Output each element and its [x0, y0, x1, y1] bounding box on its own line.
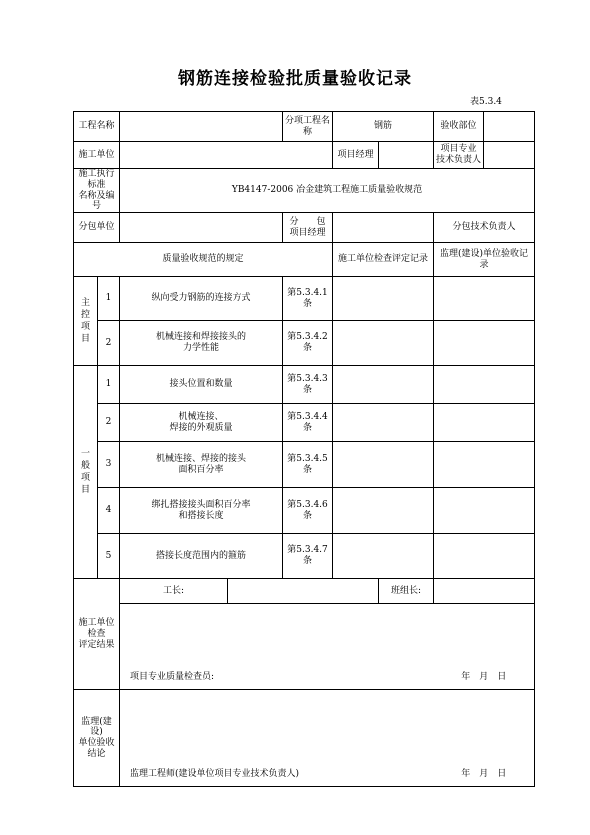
contractor-date-label: 年 月 日 [434, 604, 535, 690]
quality-inspector-label: 项目专业质量检查员: [120, 604, 434, 690]
sub-tech-label: 分包技术负责人 [434, 213, 535, 243]
contractor-check-cell[interactable] [333, 404, 434, 442]
standard-value[interactable]: YB4147-2006 冶金建筑工程施工质量验收规范 [120, 169, 535, 213]
item-no: 1 [98, 277, 120, 321]
main-control-group-label: 主 控 项 目 [74, 277, 98, 366]
item-clause: 第5.3.4.6条 [283, 488, 333, 534]
foreman-label: 工长: [120, 579, 228, 604]
contractor-result-label: 施工单位检查 评定结果 [74, 579, 120, 690]
item-no: 2 [98, 321, 120, 366]
supervisor-record-cell[interactable] [434, 321, 535, 366]
supervisor-record-cell[interactable] [434, 488, 535, 534]
supervisor-engineer-label: 监理工程师(建设单位项目专业技术负责人) [120, 690, 434, 787]
contractor-check-cell[interactable] [333, 534, 434, 579]
supervisor-record-cell[interactable] [434, 366, 535, 404]
form-title: 钢筋连接检验批质量验收记录 [178, 69, 412, 89]
item-description: 绑扎搭接接头面积百分率 和搭接长度 [120, 488, 283, 534]
general-group-label: 一 般 项 目 [74, 366, 98, 579]
inspect-part-value[interactable] [484, 112, 535, 142]
spec-column-header: 质量验收规范的规定 [74, 243, 333, 277]
tech-lead-value[interactable] [484, 142, 535, 169]
foreman-value[interactable] [228, 579, 379, 604]
contractor-value[interactable] [120, 142, 333, 169]
supervisor-record-cell[interactable] [434, 442, 535, 488]
pm-label: 项目经理 [333, 142, 379, 169]
sub-pm-label: 分 包 项目经理 [283, 213, 333, 243]
item-description: 机械连接、 焊接的外观质量 [120, 404, 283, 442]
item-description: 纵向受力钢筋的连接方式 [120, 277, 283, 321]
item-clause: 第5.3.4.1条 [283, 277, 333, 321]
item-clause: 第5.3.4.4条 [283, 404, 333, 442]
supervisor-result-label: 监理(建设) 单位验收结论 [74, 690, 120, 787]
contractor-check-cell[interactable] [333, 366, 434, 404]
item-description: 机械连接、焊接的接头 面积百分率 [120, 442, 283, 488]
item-description: 接头位置和数量 [120, 366, 283, 404]
item-no: 2 [98, 404, 120, 442]
item-description: 机械连接和焊接接头的 力学性能 [120, 321, 283, 366]
team-leader-label: 班组长: [379, 579, 434, 604]
item-no: 1 [98, 366, 120, 404]
item-clause: 第5.3.4.7条 [283, 534, 333, 579]
item-no: 3 [98, 442, 120, 488]
project-name-value[interactable] [120, 112, 283, 142]
tech-lead-label: 项目专业 技术负责人 [434, 142, 484, 169]
project-name-label: 工程名称 [74, 112, 120, 142]
item-clause: 第5.3.4.3条 [283, 366, 333, 404]
contractor-check-cell[interactable] [333, 442, 434, 488]
inspection-record-table [73, 111, 535, 787]
item-clause: 第5.3.4.2条 [283, 321, 333, 366]
sub-project-value[interactable]: 钢筋 [333, 112, 434, 142]
supervisor-record-cell[interactable] [434, 277, 535, 321]
sub-pm-value[interactable] [333, 213, 434, 243]
supervisor-record-cell[interactable] [434, 534, 535, 579]
table-number: 表5.3.4 [470, 97, 502, 107]
subcontractor-value[interactable] [120, 213, 283, 243]
standard-label: 施工执行标准 名称及编号 [74, 169, 120, 213]
contractor-check-header: 施工单位检查评定记录 [333, 243, 434, 277]
item-description: 搭接长度范围内的箍筋 [120, 534, 283, 579]
sub-project-label: 分项工程名称 [283, 112, 333, 142]
supervisor-record-cell[interactable] [434, 404, 535, 442]
item-no: 5 [98, 534, 120, 579]
team-leader-value[interactable] [434, 579, 535, 604]
subcontractor-label: 分包单位 [74, 213, 120, 243]
pm-value[interactable] [379, 142, 434, 169]
contractor-check-cell[interactable] [333, 321, 434, 366]
contractor-check-cell[interactable] [333, 277, 434, 321]
supervisor-date-label: 年 月 日 [434, 690, 535, 787]
item-no: 4 [98, 488, 120, 534]
contractor-label: 施工单位 [74, 142, 120, 169]
item-clause: 第5.3.4.5条 [283, 442, 333, 488]
inspect-part-label: 验收部位 [434, 112, 484, 142]
contractor-check-cell[interactable] [333, 488, 434, 534]
supervisor-record-header: 监理(建设)单位验收记录 [434, 243, 535, 277]
